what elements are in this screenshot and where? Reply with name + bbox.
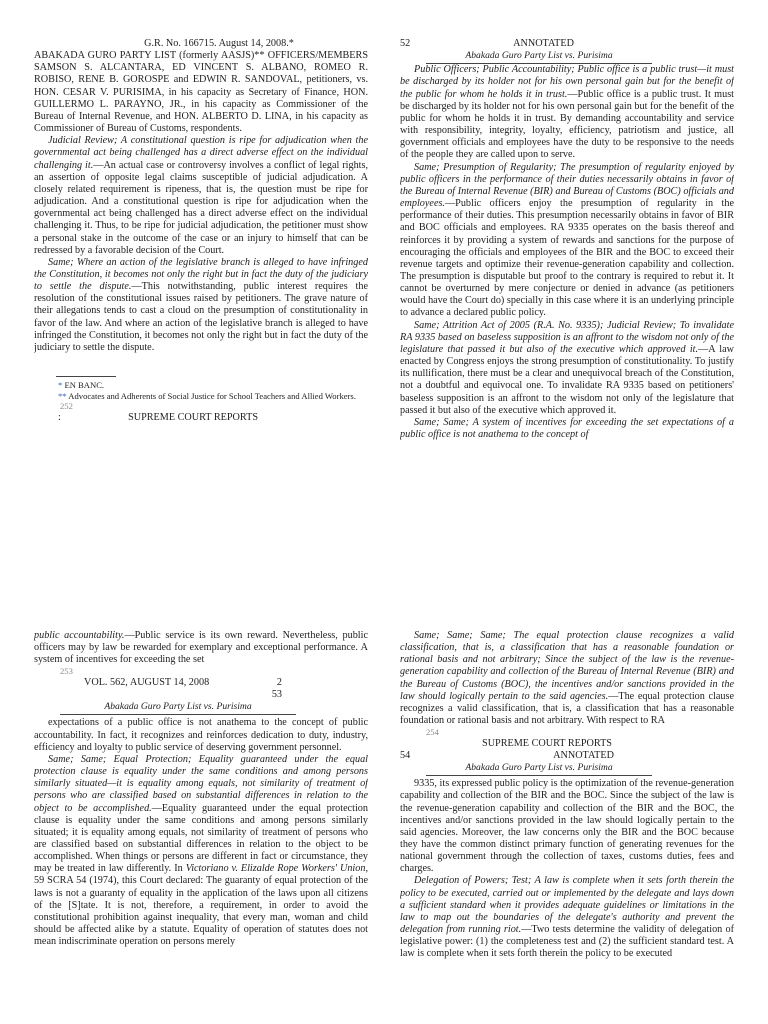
syllabus-heading: Same; Attrition Act of 2005 (R.A. No. 9335); Judicial Review; To invalidate RA 9335 based on baseless supposition is an affront to the wisdom not only of the legislature that passed it but also of the executive which approved it. bbox=[400, 319, 734, 355]
page-header bbox=[400, 750, 734, 762]
bottom-left-column bbox=[34, 630, 368, 1024]
top-left-column bbox=[34, 38, 368, 558]
bottom-right-column bbox=[400, 630, 734, 1024]
top-right-column bbox=[400, 38, 734, 560]
footnote-2-mark: ** bbox=[58, 390, 67, 401]
syllabus-paragraph bbox=[400, 778, 734, 875]
volume-label: VOL. 562, AUGUST 14, 2008 bbox=[84, 676, 210, 688]
syllabus-paragraph bbox=[34, 717, 368, 753]
page-footer bbox=[34, 412, 368, 424]
syllabus-text: —Public service is its own reward. Nevertheless, public officers may by law be rewarded for exemplary and exceptional performance. A system of incentives for exceeding the set bbox=[34, 630, 368, 666]
syllabus-heading: Same; Where an action of the legislative branch is alleged to have infringed the Constitution, it becomes not only the right but in fact the duty of the judiciary to settle the dispute. bbox=[34, 256, 368, 293]
syllabus-paragraph bbox=[400, 64, 734, 161]
running-head: Abakada Guro Party List vs. Purisima bbox=[426, 762, 652, 776]
footnote-2 bbox=[34, 391, 368, 402]
syllabus-text: —This notwithstanding, public interest requires the resolution of the constitutional issues raised by petitioners. The grave nature of their allegations tends to cast a cloud on the presumption of constitutionality in favor of the law. And where an action of the legislative branch is alleged to have infringed the Constitution, it becomes not only the right but in fact the duty of the judiciary to settle the dispute. bbox=[34, 281, 368, 353]
syllabus-text: —Two tests determine the validity of delegation of legislative power: (1) the completeness test and (2) the sufficient standard test. A law is complete when it sets forth therein the policy to be executed bbox=[400, 924, 734, 960]
page-number: 252 bbox=[60, 401, 73, 412]
syllabus-text: —An actual case or controversy involves a conflict of legal rights, an assertion of opposite legal claims susceptible of judicial adjudication. A closely related requirement is ripeness, that is, the question must be ripe for adjudication. And a constitutional question is ripe for adjudication when the governmental act being challenged has a direct adverse effect on the individual challenging it. Thus, to be ripe for judicial adjudication, the petitioner must show a personal stake in the outcome of the case or an injury to himself that can be redressed by a favorable decision of the Court. bbox=[34, 159, 368, 256]
syllabus-text: —Equality guaranteed under the equal protection clause is equality under the same conditions and among persons similarly situated; it is equality among equals, not similarity of treatment of persons who are classified based on substantial differences in relation to the object to be accomplished. When things or persons are different in fact or circumstance, they may be treated in law differently. In bbox=[34, 802, 368, 875]
footer-colon: : bbox=[58, 411, 61, 423]
syllabus-paragraph bbox=[400, 875, 734, 960]
syllabus-paragraph bbox=[400, 320, 734, 417]
syllabus-text: 9335, its expressed public policy is the optimization of the revenue-generation capability and collection of the BIR and the BOC. Since the subject of the law is the revenue-generation capability and collection of the BIR and the BOC, the incentives and/or sanctions provided in the law should logically pertain to the said agencies. Moreover, the law concerns only the BIR and the BOC because they have the common distinct primary function of generating revenues for the national government through the collection of taxes, customs duties, fees and charges. bbox=[400, 778, 734, 875]
syllabus-paragraph bbox=[400, 162, 734, 320]
page-number: 253 bbox=[60, 666, 73, 677]
syllabus-text: —Public office is a public trust. It must be discharged by its holder not for his own personal gain but for the benefit of the public for whom he holds it in trust. By demanding accountability and service with responsibility, integrity, loyalty, efficiency, patriotism and justice, all government officials and employees have the duty to be responsive to the needs of the people they are called upon to serve. bbox=[400, 88, 734, 161]
footer-title: SUPREME COURT REPORTS bbox=[482, 737, 612, 749]
footnote-divider bbox=[56, 376, 116, 377]
syllabus-paragraph bbox=[400, 630, 734, 727]
case-caption: G.R. No. 166715. August 14, 2008.* bbox=[144, 38, 294, 49]
syllabus-heading: Public Officers; Public Accountability; Public office is a public trust—it must be discharged by its holder not for his own personal gain but for the benefit of the public for whom he holds it in trust. bbox=[400, 64, 734, 100]
syllabus-paragraph bbox=[34, 630, 368, 666]
running-head: Abakada Guro Party List vs. Purisima bbox=[426, 50, 652, 64]
header-page-number: 54 bbox=[400, 749, 411, 761]
case-citation: Victoriano v. Elizalde Rope Workers' Union bbox=[185, 863, 366, 875]
syllabus-heading: public accountability. bbox=[34, 630, 125, 641]
syllabus-heading: Same; Presumption of Regularity; The presumption of regularity enjoyed by public officers in the performance of their duties necessarily obtains in favor of the Bureau of Internal Revenue (BIR) and Bureau of Customs (BOC) officials and employees. bbox=[400, 161, 734, 210]
syllabus-heading: Same; Same; Equal Protection; Equality guaranteed under the equal protection clause is equality under the same conditions and among persons similarly situated—it is equality among equals, not similarity of treatment of persons who are classified based on substantial differences in relation to the object to be accomplished. bbox=[34, 753, 368, 814]
syllabus-heading: Same; Same; Same; The equal protection clause recognizes a valid classification, that is, a classification that has a reasonable foundation or rational basis and not arbitrary; Since the subject of the law is the revenue-generation capability and collection of the Bureau of Internal Revenue (BIR) and the Bureau of Customs (BOC), the incentives and/or sanctions provided in the law should logically pertain to the said agencies. bbox=[400, 630, 734, 702]
syllabus-text: —Public officers enjoy the presumption of regularity in the performance of their duties. This presumption necessarily obtains in favor of BIR and BOC officials and employees. RA 9335 operates on the basis thereof and reinforces it by providing a system of rewards and sanctions for the purpose of encouraging the officials and employees of the BIR and the BOC to exceed their revenue targets and optimize their revenue-generation capability and collection. The presumption is disputable but proof to the contrary is required to rebut it. It cannot be overturned by mere conjecture or denied in advance (as petitioners would have the Court do) specially in this case where it is an underlying principle to advance a declared public policy. bbox=[400, 198, 734, 319]
header-page-number: 52 bbox=[400, 38, 411, 49]
syllabus-text: expectations of a public office is not anathema to the concept of public accountability. In fact, it recognizes and reinforces dedication to duty, industry, efficiency and loyalty to public service of deserving government personnel. bbox=[34, 717, 368, 753]
footnote-1 bbox=[34, 380, 368, 391]
running-head: Abakada Guro Party List vs. Purisima bbox=[60, 701, 296, 715]
syllabus-paragraph bbox=[34, 754, 368, 949]
header-number-2: 2 bbox=[276, 676, 282, 688]
syllabus-paragraph bbox=[400, 417, 734, 441]
header-page-number: 53 bbox=[271, 689, 282, 701]
footnote-1-text: EN BANC. bbox=[62, 380, 105, 391]
syllabus-heading: Judicial Review; A constitutional question is ripe for adjudication when the governmental act being challenged has a direct adverse effect on the individual challenging it. bbox=[34, 135, 368, 171]
syllabus-paragraph bbox=[34, 257, 368, 354]
footnote-1-mark: * bbox=[58, 380, 63, 391]
syllabus-text: , 59 SCRA 54 (1974), this Court declared: The guaranty of equal protection of the laws is not a guaranty of equality in the application of the laws upon all citizens of the [S]tate. It is not, therefore, a requirement, in order to avoid the constitutional prohibition against inequality, that every man, woman and child should be affected alike by a statute. Equality of operation of statutes does not mean indiscriminate operation on persons merely bbox=[34, 863, 368, 948]
footnote-2-text: Advocates and Adherents of Social Justice for School Teachers and Allied Workers. bbox=[66, 390, 356, 401]
syllabus-text: —A law enacted by Congress enjoys the strong presumption of constitutionality. To justify its nullification, there must be a clear and unequivocal breach of the Constitution, not a doubtful and equivocal one. To invalidate RA 9335 based on petitioners' baseless supposition is an affront to the wisdom not only of the legislature that passed it but also of the executive which approved it. bbox=[400, 343, 734, 416]
footer-title: SUPREME COURT REPORTS bbox=[128, 411, 258, 423]
page-number: 254 bbox=[426, 727, 439, 738]
syllabus-heading: Same; Same; A system of incentives for exceeding the set expectations of a public office is not anathema to the concept of bbox=[400, 416, 734, 440]
syllabus-paragraph bbox=[34, 135, 368, 257]
header-title: ANNOTATED bbox=[553, 749, 614, 761]
page-header bbox=[400, 38, 734, 50]
page-header bbox=[34, 677, 368, 689]
header-title: ANNOTATED bbox=[513, 38, 574, 49]
syllabus-text: —The equal protection clause recognizes a valid classification, that is, a classification that has a reasonable foundation or rational basis and not arbitrary. With respect to RA bbox=[400, 690, 734, 727]
case-parties: ABAKADA GURO PARTY LIST (formerly AASJS)** OFFICERS/MEMBERS SAMSON S. ALCANTARA, ED VINCENT S. ALBANO, ROMEO R. ROBISO, RENE B. GOROSPE and EDWIN R. SANDOVAL, petitioners, vs. HON. CESAR V. PURISIMA, in his capacity as Secretary of Finance, HON. GUILLERMO L. PARAYNO, JR., in his capacity as Commissioner of the Bureau of Internal Revenue, and HON. ALBERTO D. LINA, in his capacity as Commissioner of Bureau of Customs, respondents. bbox=[34, 50, 368, 135]
syllabus-heading: Delegation of Powers; Test; A law is complete when it sets forth therein the policy to be executed, carried out or implemented by the delegate and lays down a sufficient standard when it provides adequate guidelines or limitations in the law to map out the boundaries of the delegate's authority and prevent the delegation from running riot. bbox=[400, 875, 734, 936]
